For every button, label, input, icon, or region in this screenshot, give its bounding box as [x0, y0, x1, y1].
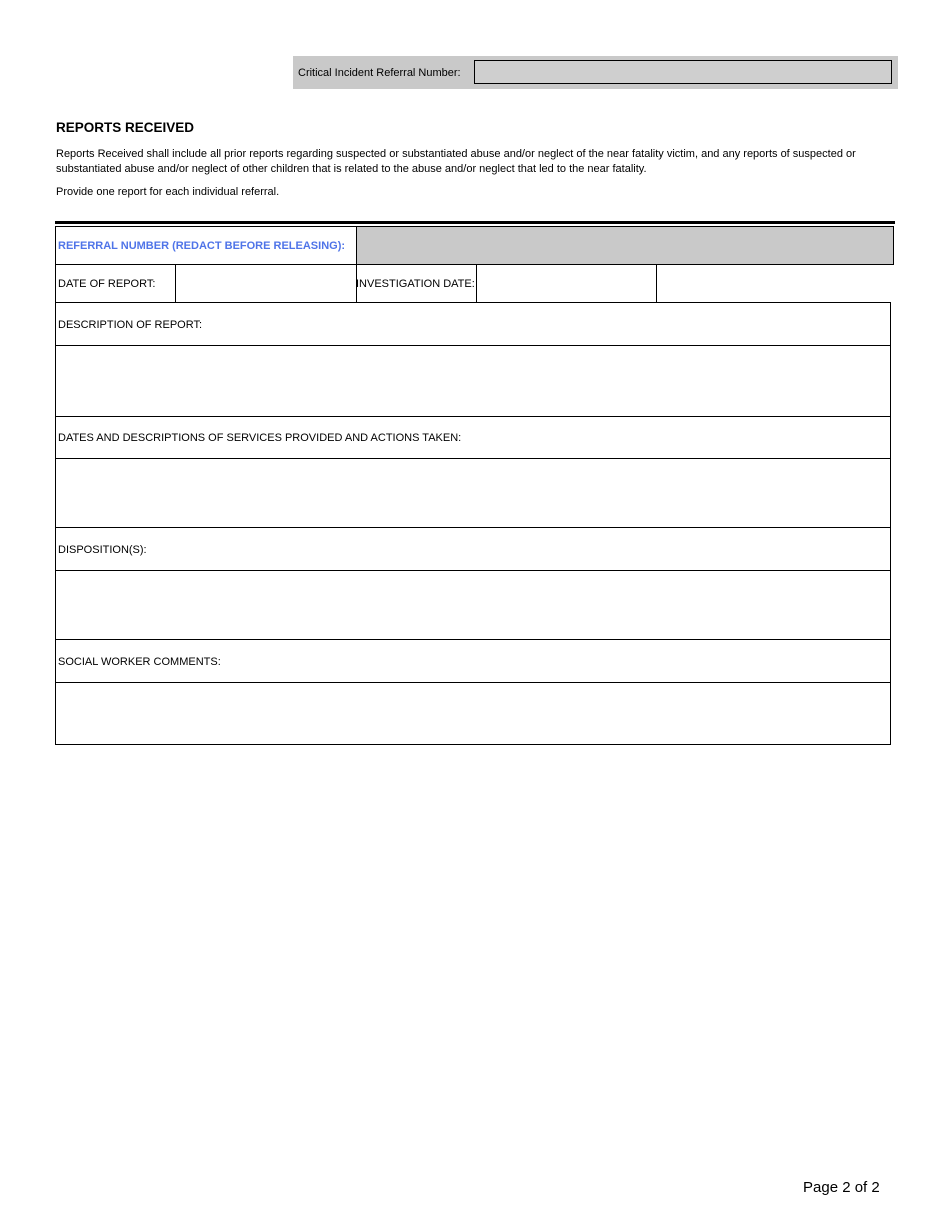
comments-input[interactable]: [56, 683, 890, 744]
section-title: REPORTS RECEIVED: [56, 120, 195, 135]
referral-number-label: REFERRAL NUMBER (REDACT BEFORE RELEASING):: [55, 226, 357, 265]
description-label: DESCRIPTION OF REPORT:: [58, 318, 203, 331]
critical-incident-referral-label: Critical Incident Referral Number:: [298, 67, 461, 79]
date-row-spacer: [656, 264, 894, 303]
comments-label: SOCIAL WORKER COMMENTS:: [58, 655, 221, 668]
investigation-date-label: INVESTIGATION DATE:: [356, 264, 477, 303]
critical-incident-referral-box: [293, 56, 898, 89]
section-instruction: Provide one report for each individual referral.: [56, 186, 280, 198]
date-of-report-input[interactable]: [175, 264, 357, 303]
section-intro: Reports Received shall include all prior reports regarding suspected or substantiated abuse and/or neglect of the near fatality victim, and any reports of suspected or substantiated abuse and/or neglect of other children that is related to the abuse and/or neglect that led to the near fatality.: [56, 148, 856, 175]
disposition-label: DISPOSITION(S):: [58, 543, 147, 556]
referral-number-input[interactable]: [356, 226, 894, 265]
services-input[interactable]: [56, 459, 890, 528]
date-of-report-label: DATE OF REPORT:: [55, 264, 176, 303]
disposition-input[interactable]: [56, 571, 890, 640]
section-divider: [55, 221, 895, 224]
description-input[interactable]: [56, 346, 890, 417]
page-number: Page 2 of 2: [803, 1179, 880, 1196]
critical-incident-referral-input[interactable]: [474, 60, 892, 84]
services-label: DATES AND DESCRIPTIONS OF SERVICES PROVIDED AND ACTIONS TAKEN:: [58, 432, 462, 444]
investigation-date-input[interactable]: [476, 264, 657, 303]
